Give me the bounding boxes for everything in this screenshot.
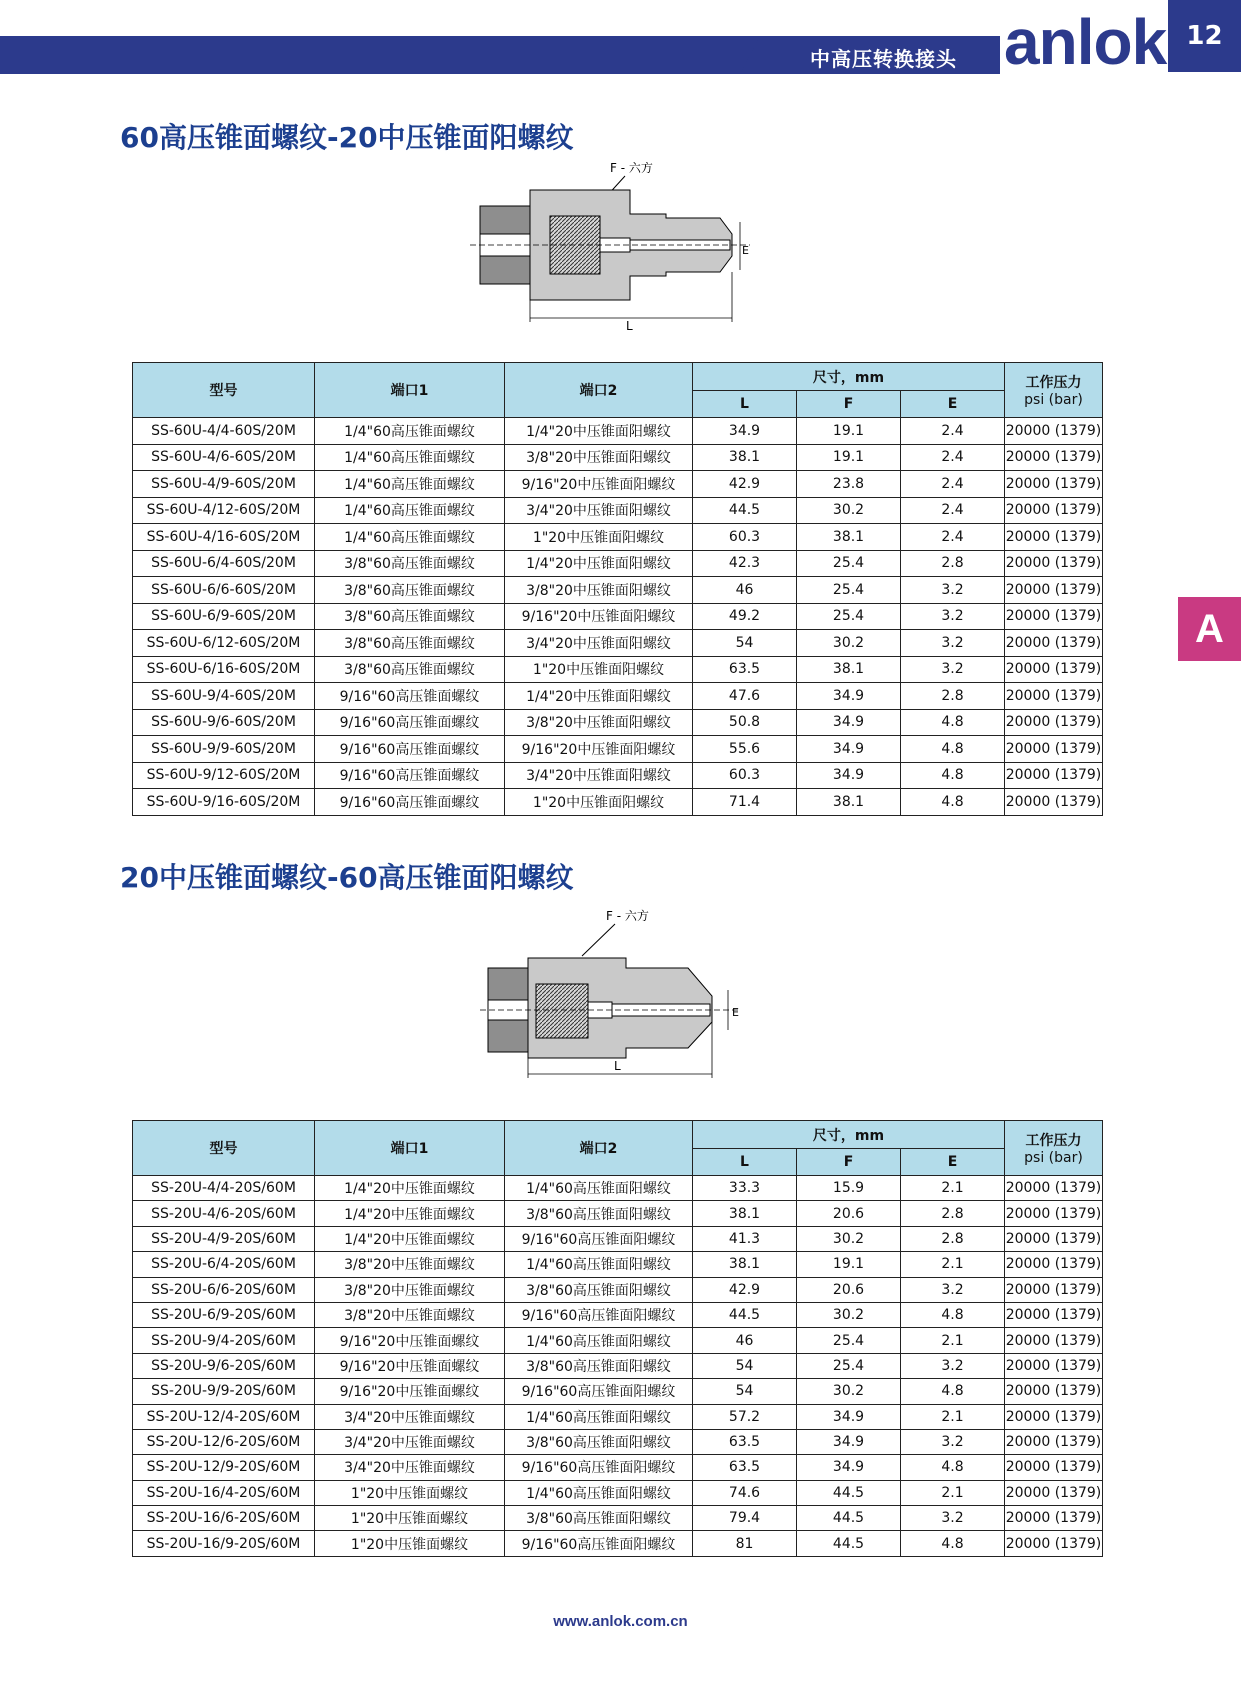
table-cell: 1/4"60高压锥面阳螺纹 [505,1252,693,1277]
table-cell: 20000 (1379) [1005,1480,1103,1505]
table-cell: 79.4 [693,1506,797,1531]
table-cell: 3/8"20中压锥面螺纹 [315,1277,505,1302]
table-cell: 20000 (1379) [1005,1226,1103,1251]
table-cell: 2.4 [901,497,1005,524]
table-cell: 3.2 [901,630,1005,657]
table-cell: 3/4"20中压锥面阳螺纹 [505,630,693,657]
table-row [133,1277,1103,1302]
table-cell: 3/4"20中压锥面螺纹 [315,1455,505,1480]
table-cell: 44.5 [797,1531,901,1556]
table-cell: 9/16"20中压锥面螺纹 [315,1353,505,1378]
table-cell: 1"20中压锥面螺纹 [315,1531,505,1556]
table-cell: 23.8 [797,471,901,498]
table-cell: SS-20U-4/9-20S/60M [133,1226,315,1251]
table-cell: SS-60U-4/6-60S/20M [133,444,315,471]
table-cell: 20000 (1379) [1005,736,1103,763]
table-row [133,418,1103,445]
table-cell: 20000 (1379) [1005,1328,1103,1353]
table-cell: 2.1 [901,1404,1005,1429]
table-cell: 1/4"20中压锥面阳螺纹 [505,418,693,445]
table-cell: 9/16"20中压锥面螺纹 [315,1379,505,1404]
table-cell: 3/8"60高压锥面螺纹 [315,603,505,630]
table-cell: 41.3 [693,1226,797,1251]
table-cell: 20000 (1379) [1005,1455,1103,1480]
table-row [133,1176,1103,1201]
table-cell: 2.8 [901,1226,1005,1251]
table-cell: 81 [693,1531,797,1556]
col-dims: 尺寸，mm [693,363,1005,391]
table-cell: 3.2 [901,603,1005,630]
col-l: L [693,391,797,418]
table-cell: 1/4"60高压锥面螺纹 [315,444,505,471]
table-cell: 3.2 [901,577,1005,604]
table-cell: 38.1 [693,1201,797,1226]
table-cell: SS-60U-4/16-60S/20M [133,524,315,551]
col-model-2: 型号 [133,1121,315,1176]
table-cell: 3/8"20中压锥面阳螺纹 [505,577,693,604]
brand-logo: anlok [1004,6,1167,78]
table-cell: 2.1 [901,1480,1005,1505]
col-port1: 端口1 [315,363,505,418]
table-cell: 1/4"20中压锥面螺纹 [315,1176,505,1201]
table-cell: 9/16"20中压锥面阳螺纹 [505,471,693,498]
col-e-2: E [901,1149,1005,1176]
table-row [133,630,1103,657]
table-cell: 44.5 [797,1506,901,1531]
table-cell: 1"20中压锥面阳螺纹 [505,656,693,683]
footer-url[interactable]: www.anlok.com.cn [553,1613,688,1630]
table-cell: 49.2 [693,603,797,630]
table-cell: 1/4"20中压锥面螺纹 [315,1201,505,1226]
table-cell: 20000 (1379) [1005,1277,1103,1302]
table-cell: 3.2 [901,1353,1005,1378]
table-cell: 74.6 [693,1480,797,1505]
table-row [133,603,1103,630]
table-cell: SS-20U-12/4-20S/60M [133,1404,315,1429]
table-cell: 3/8"60高压锥面阳螺纹 [505,1277,693,1302]
table-cell: 34.9 [797,683,901,710]
col-pressure-line1: 工作压力 [1025,375,1082,391]
col-f: F [797,391,901,418]
col-e: E [901,391,1005,418]
section-tab[interactable]: A [1178,597,1241,661]
table-cell: 9/16"20中压锥面阳螺纹 [505,736,693,763]
table-cell: 34.9 [797,709,901,736]
table-cell: 1/4"20中压锥面阳螺纹 [505,683,693,710]
table-cell: 3/8"20中压锥面螺纹 [315,1252,505,1277]
table-row [133,1455,1103,1480]
table-cell: 54 [693,1379,797,1404]
table-row [133,1201,1103,1226]
table-cell: 20000 (1379) [1005,444,1103,471]
table-cell: 20000 (1379) [1005,1379,1103,1404]
table-cell: 20.6 [797,1201,901,1226]
table-row [133,550,1103,577]
table-cell: 19.1 [797,418,901,445]
table-cell: 20000 (1379) [1005,418,1103,445]
table-cell: 25.4 [797,1353,901,1378]
table-row [133,1252,1103,1277]
table-cell: 1"20中压锥面阳螺纹 [505,524,693,551]
table-cell: 34.9 [797,1455,901,1480]
table-cell: 3/8"60高压锥面阳螺纹 [505,1353,693,1378]
col-pressure-line2: psi (bar) [1024,392,1083,408]
table-cell: SS-60U-6/6-60S/20M [133,577,315,604]
table-cell: 30.2 [797,497,901,524]
spec-table-2 [132,1120,1103,1557]
table-cell: 3/8"20中压锥面阳螺纹 [505,709,693,736]
table-cell: 34.9 [797,1429,901,1454]
table-cell: 42.9 [693,1277,797,1302]
table-cell: 44.5 [693,497,797,524]
table-cell: 4.8 [901,762,1005,789]
table-cell: 9/16"60高压锥面阳螺纹 [505,1455,693,1480]
table-cell: 3/4"20中压锥面阳螺纹 [505,497,693,524]
table-row [133,789,1103,816]
table-cell: SS-60U-6/9-60S/20M [133,603,315,630]
table-cell: 47.6 [693,683,797,710]
table-cell: 34.9 [797,762,901,789]
table-cell: 3.2 [901,656,1005,683]
table-cell: 25.4 [797,577,901,604]
col-port2-2: 端口2 [505,1121,693,1176]
col-model: 型号 [133,363,315,418]
table-cell: 20000 (1379) [1005,762,1103,789]
table-cell: 2.4 [901,524,1005,551]
table-cell: 1/4"20中压锥面阳螺纹 [505,550,693,577]
col-f-2: F [797,1149,901,1176]
table-cell: 1"20中压锥面螺纹 [315,1480,505,1505]
table-row [133,1379,1103,1404]
col-pressure [1005,363,1103,418]
table-cell: 3/4"20中压锥面螺纹 [315,1404,505,1429]
dim-l-label: L [626,319,633,333]
table-cell: 15.9 [797,1176,901,1201]
table-cell: 20000 (1379) [1005,709,1103,736]
table-cell: 1"20中压锥面阳螺纹 [505,789,693,816]
table-cell: 33.3 [693,1176,797,1201]
table-cell: 57.2 [693,1404,797,1429]
table-cell: 38.1 [797,789,901,816]
table-cell: 3/8"60高压锥面阳螺纹 [505,1429,693,1454]
table-cell: 20000 (1379) [1005,1302,1103,1327]
table-cell: 20000 (1379) [1005,577,1103,604]
table-cell: 1/4"60高压锥面螺纹 [315,524,505,551]
table-cell: 34.9 [797,736,901,763]
table-cell: 9/16"60高压锥面阳螺纹 [505,1226,693,1251]
table-cell: 44.5 [797,1480,901,1505]
table-row [133,1404,1103,1429]
table-cell: 4.8 [901,709,1005,736]
table-cell: 1"20中压锥面螺纹 [315,1506,505,1531]
table-row [133,709,1103,736]
table-cell: 1/4"60高压锥面阳螺纹 [505,1328,693,1353]
table-row [133,524,1103,551]
spec-table-1 [132,362,1103,816]
table-cell: 3.2 [901,1506,1005,1531]
table-cell: 3.2 [901,1277,1005,1302]
table-cell: 9/16"60高压锥面螺纹 [315,736,505,763]
table-cell: 20000 (1379) [1005,630,1103,657]
table-row [133,736,1103,763]
table-cell: 9/16"60高压锥面螺纹 [315,709,505,736]
dim-e-label-2: E [732,1006,739,1019]
header-title: 中高压转换接头 [810,47,957,71]
table-cell: 44.5 [693,1302,797,1327]
table-cell: 9/16"60高压锥面阳螺纹 [505,1379,693,1404]
col-l-2: L [693,1149,797,1176]
table-cell: 3/8"60高压锥面螺纹 [315,577,505,604]
table-cell: 2.8 [901,683,1005,710]
table-cell: 19.1 [797,1252,901,1277]
table-cell: 20000 (1379) [1005,1429,1103,1454]
table-cell: SS-60U-6/16-60S/20M [133,656,315,683]
table-cell: SS-20U-16/6-20S/60M [133,1506,315,1531]
table-cell: 3/8"60高压锥面阳螺纹 [505,1201,693,1226]
table-cell: 2.8 [901,550,1005,577]
col-dims-2: 尺寸，mm [693,1121,1005,1149]
table-cell: 55.6 [693,736,797,763]
fitting-diagram-1 [470,162,770,342]
table-cell: SS-20U-9/9-20S/60M [133,1379,315,1404]
table-cell: 20000 (1379) [1005,603,1103,630]
table-cell: SS-20U-9/4-20S/60M [133,1328,315,1353]
table-cell: 20000 (1379) [1005,1506,1103,1531]
table-cell: 2.4 [901,444,1005,471]
table-cell: 4.8 [901,1302,1005,1327]
dim-l-label-2: L [614,1059,621,1073]
table-cell: 1/4"60高压锥面螺纹 [315,471,505,498]
table-cell: 54 [693,1353,797,1378]
table-cell: 2.1 [901,1252,1005,1277]
table-cell: SS-60U-6/12-60S/20M [133,630,315,657]
table-row [133,444,1103,471]
table-cell: 3/8"60高压锥面螺纹 [315,656,505,683]
table-row [133,1328,1103,1353]
hex-label-2: F - 六方 [606,909,649,923]
table-cell: 34.9 [797,1404,901,1429]
table-cell: SS-20U-12/6-20S/60M [133,1429,315,1454]
section2-title: 20中压锥面螺纹-60高压锥面阳螺纹 [120,861,574,894]
table-cell: 4.8 [901,1531,1005,1556]
table-cell: 42.3 [693,550,797,577]
table-cell: 60.3 [693,762,797,789]
table-cell: 46 [693,577,797,604]
table-row [133,1429,1103,1454]
table-cell: SS-20U-6/4-20S/60M [133,1252,315,1277]
table-cell: 30.2 [797,1302,901,1327]
table-cell: 20000 (1379) [1005,1353,1103,1378]
table-cell: SS-20U-16/9-20S/60M [133,1531,315,1556]
table-row [133,577,1103,604]
table-cell: 3/8"60高压锥面螺纹 [315,550,505,577]
table-cell: 30.2 [797,630,901,657]
table-cell: 20000 (1379) [1005,1531,1103,1556]
table-cell: 50.8 [693,709,797,736]
col-port2: 端口2 [505,363,693,418]
table-cell: SS-60U-9/16-60S/20M [133,789,315,816]
table-cell: SS-20U-6/9-20S/60M [133,1302,315,1327]
table-row [133,497,1103,524]
table-cell: SS-60U-6/4-60S/20M [133,550,315,577]
table-cell: 20000 (1379) [1005,471,1103,498]
table-row [133,656,1103,683]
table-row [133,1531,1103,1556]
page-number: 12 [1168,0,1241,72]
table-cell: 9/16"20中压锥面螺纹 [315,1328,505,1353]
table-cell: 2.4 [901,471,1005,498]
table-cell: 1/4"60高压锥面阳螺纹 [505,1480,693,1505]
table-cell: 20000 (1379) [1005,1201,1103,1226]
table-cell: 38.1 [797,656,901,683]
table-cell: 4.8 [901,736,1005,763]
table-cell: 20000 (1379) [1005,497,1103,524]
table-cell: 38.1 [693,1252,797,1277]
table-cell: 3/8"20中压锥面螺纹 [315,1302,505,1327]
table-cell: 25.4 [797,603,901,630]
table-cell: 2.8 [901,1201,1005,1226]
table-cell: SS-60U-9/9-60S/20M [133,736,315,763]
table-cell: 54 [693,630,797,657]
table-cell: 20000 (1379) [1005,656,1103,683]
dim-e-label: E [742,244,749,257]
table-cell: 9/16"60高压锥面阳螺纹 [505,1531,693,1556]
table-row [133,1480,1103,1505]
table-cell: 9/16"60高压锥面螺纹 [315,683,505,710]
table-cell: 9/16"60高压锥面阳螺纹 [505,1302,693,1327]
table-cell: 1/4"60高压锥面螺纹 [315,418,505,445]
table-cell: 46 [693,1328,797,1353]
table-cell: 20000 (1379) [1005,789,1103,816]
hex-label: F - 六方 [610,162,653,175]
table-cell: SS-20U-16/4-20S/60M [133,1480,315,1505]
table-cell: 19.1 [797,444,901,471]
table-row [133,1226,1103,1251]
table-row [133,1302,1103,1327]
table-cell: SS-20U-4/6-20S/60M [133,1201,315,1226]
table-cell: SS-20U-9/6-20S/60M [133,1353,315,1378]
table-cell: 20000 (1379) [1005,1176,1103,1201]
table-cell: 9/16"60高压锥面螺纹 [315,762,505,789]
table-cell: 34.9 [693,418,797,445]
section1-title: 60高压锥面螺纹-20中压锥面阳螺纹 [120,121,574,154]
table-cell: SS-20U-4/4-20S/60M [133,1176,315,1201]
table-cell: 4.8 [901,1379,1005,1404]
table-cell: 30.2 [797,1379,901,1404]
table-cell: 20000 (1379) [1005,1252,1103,1277]
table-cell: 2.1 [901,1176,1005,1201]
table-cell: 1/4"20中压锥面螺纹 [315,1226,505,1251]
table-row [133,762,1103,789]
table-cell: 2.4 [901,418,1005,445]
table-cell: SS-60U-9/6-60S/20M [133,709,315,736]
table-cell: SS-60U-4/9-60S/20M [133,471,315,498]
table-cell: 20000 (1379) [1005,550,1103,577]
table-cell: 3/8"60高压锥面阳螺纹 [505,1506,693,1531]
table-cell: SS-20U-6/6-20S/60M [133,1277,315,1302]
table-cell: 25.4 [797,1328,901,1353]
table-cell: SS-60U-4/12-60S/20M [133,497,315,524]
table-cell: 60.3 [693,524,797,551]
table-cell: 20000 (1379) [1005,1404,1103,1429]
table-cell: 4.8 [901,789,1005,816]
table-cell: 1/4"60高压锥面螺纹 [315,497,505,524]
table-cell: SS-20U-12/9-20S/60M [133,1455,315,1480]
table-cell: 25.4 [797,550,901,577]
table-cell: 3.2 [901,1429,1005,1454]
table-cell: 42.9 [693,471,797,498]
table-cell: SS-60U-9/4-60S/20M [133,683,315,710]
col-pressure-line2-2: psi (bar) [1024,1150,1083,1166]
table-cell: 63.5 [693,656,797,683]
table-cell: 3/4"20中压锥面螺纹 [315,1429,505,1454]
table-cell: SS-60U-9/12-60S/20M [133,762,315,789]
table-cell: SS-60U-4/4-60S/20M [133,418,315,445]
col-pressure-line1-2: 工作压力 [1025,1133,1082,1149]
table-row [133,1353,1103,1378]
fitting-diagram-2 [470,906,770,1086]
table-cell: 38.1 [693,444,797,471]
table-cell: 63.5 [693,1429,797,1454]
table-row [133,1506,1103,1531]
table-cell: 3/8"60高压锥面螺纹 [315,630,505,657]
table-cell: 20000 (1379) [1005,683,1103,710]
col-port1-2: 端口1 [315,1121,505,1176]
table-cell: 38.1 [797,524,901,551]
table-cell: 20.6 [797,1277,901,1302]
table-cell: 71.4 [693,789,797,816]
col-pressure-2 [1005,1121,1103,1176]
table-row [133,471,1103,498]
table-cell: 1/4"60高压锥面阳螺纹 [505,1176,693,1201]
table-cell: 2.1 [901,1328,1005,1353]
table-cell: 9/16"20中压锥面阳螺纹 [505,603,693,630]
table-cell: 30.2 [797,1226,901,1251]
table-cell: 63.5 [693,1455,797,1480]
table-cell: 4.8 [901,1455,1005,1480]
table-cell: 9/16"60高压锥面螺纹 [315,789,505,816]
table-cell: 3/8"20中压锥面阳螺纹 [505,444,693,471]
table-cell: 20000 (1379) [1005,524,1103,551]
table-row [133,683,1103,710]
table-cell: 3/4"20中压锥面阳螺纹 [505,762,693,789]
table-cell: 1/4"60高压锥面阳螺纹 [505,1404,693,1429]
